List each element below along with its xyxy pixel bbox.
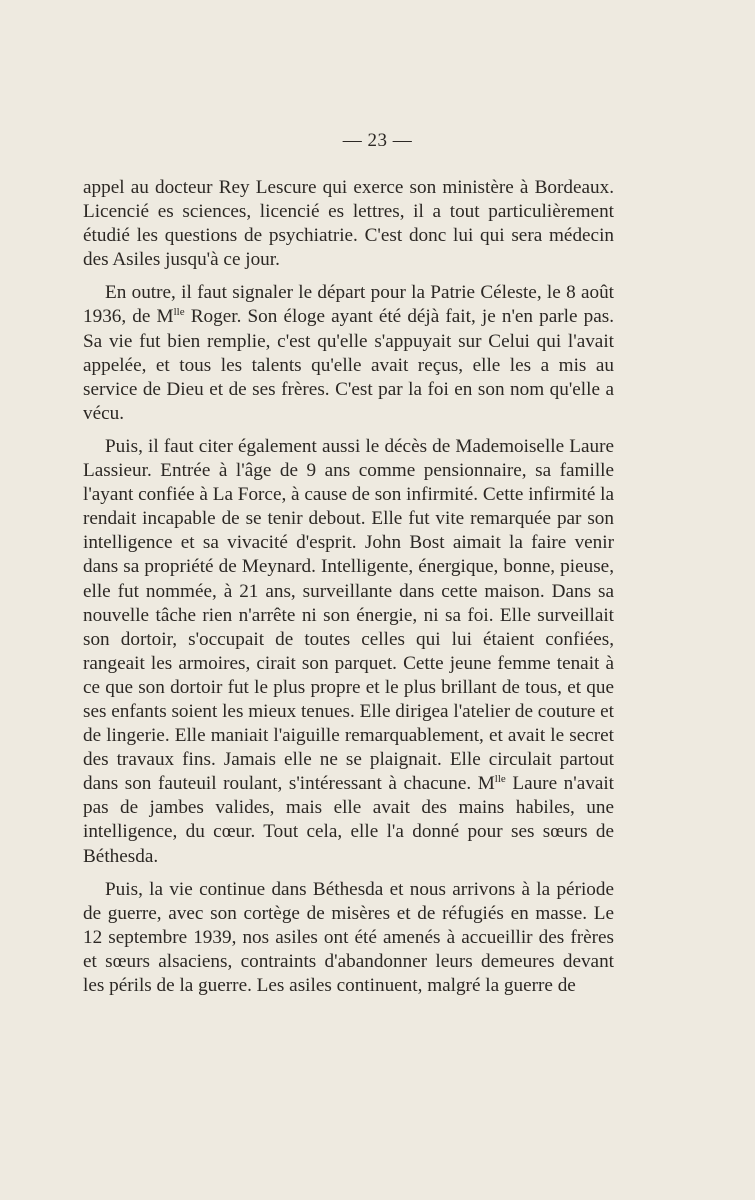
paragraph-2-text-end: Roger. Son éloge ayant été déjà fait, je n'en parle pas. Sa vie fut bien remplie, c'est qu'elle s'appuyait sur Celui qui l'avait appelée, et tous les talents qu'elle avait reçus, elle les a mis au service de Dieu et de ses frères. C'est par la foi en son nom qu'elle a vécu.	[83, 306, 615, 424]
mademoiselle-superscript: lle	[494, 773, 506, 786]
paragraph-1-text: appel au docteur Rey Lescure qui exerce son ministère à Bordeaux. Licencié es sciences, licencié es lettres, il a tout particulièrement étudié les questions de psychiatrie. C'est donc lui qui sera médecin des Asiles jusqu'à ce jour.	[83, 177, 614, 271]
paragraph-2-text-start: En outre, il faut signaler le départ pour la Patrie Céleste, le 8 août 1936, de M	[83, 282, 614, 328]
paragraph-2	[83, 281, 614, 426]
mademoiselle-superscript: lle	[173, 306, 185, 319]
paragraph-4-text: Puis, la vie continue dans Béthesda et nous arrivons à la période de guerre, avec son cortège de misères et de réfugiés en masse. Le 12 septembre 1939, nos asiles ont été amenés à accueillir des frères et sœurs alsaciens, contraints d'abandonner leurs demeures devant les périls de la guerre. Les asiles continuent, malgré la guerre de	[83, 878, 614, 996]
paragraph-3-text-start: Puis, il faut citer également aussi le décès de Mademoiselle Laure Lassieur. Entrée à l'âge de 9 ans comme pensionnaire, sa famille l'ayant confiée à La Force, à cause de son infirmité. Cette infirmité la rendait incapable de se tenir debout. Elle fut vite remarquée par son intelligence et sa vivacité d'esprit. John Bost aimait la faire venir dans sa propriété de Meynard. Intelligente, énergique, bonne, pieuse, elle fut nommée, à 21 ans, surveillante dans cette maison. Dans sa nouvelle tâche rien n'arrête ni son énergie, ni sa foi. Elle surveillait son dortoir, s'occupait de toutes celles qui lui étaient confiées, rangeait les armoires, cirait son parquet. Cette jeune femme tenait à ce que son dortoir fut le plus propre et le plus brillant de tous, et que ses enfants soient les mieux tenues. Elle dirigea l'atelier de couture et de lingerie. Elle maniait l'aiguille remarquablement, et avait le secret des travaux fins. Jamais elle ne se plaignait. Elle circulait partout dans son fauteuil roulant, s'intéressant à chacune. M	[83, 435, 614, 795]
paragraph-3	[83, 435, 614, 869]
paragraph-3-text-end: Laure n'avait pas de jambes valides, mais elle avait des mains habiles, une intelligence, du cœur. Tout cela, elle l'a donné pour ses sœurs de Béthesda.	[83, 773, 614, 867]
paragraph-4	[83, 878, 614, 998]
paragraph-1	[83, 176, 614, 272]
body-text	[83, 176, 614, 1007]
page-number: — 23 —	[342, 130, 413, 151]
